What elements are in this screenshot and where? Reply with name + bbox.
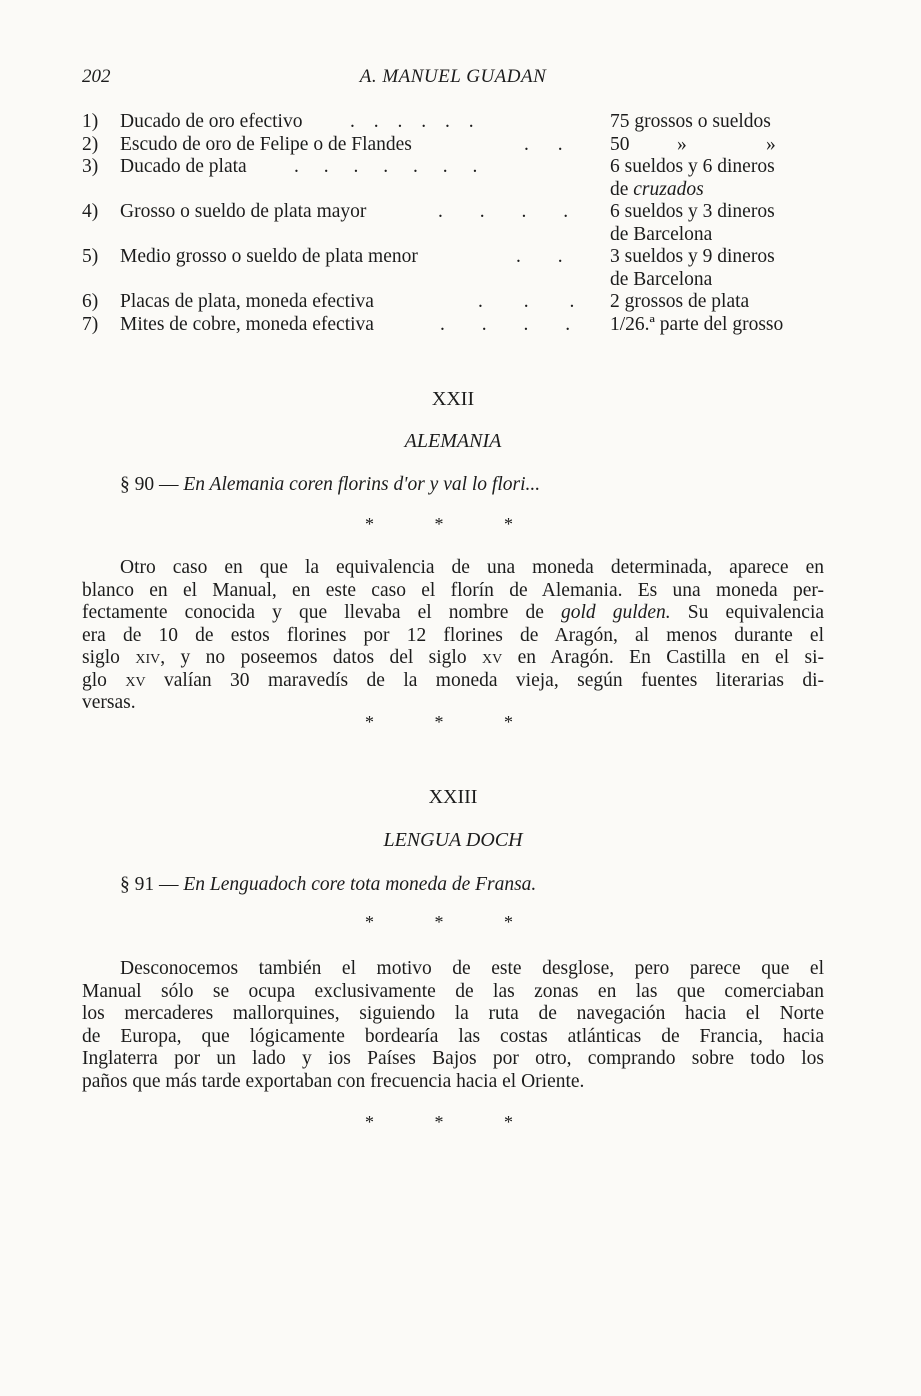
list-item-continuation <box>82 179 826 202</box>
separator-stars: * * * <box>365 912 541 932</box>
ditto-mark: » <box>677 133 687 155</box>
text-line: glo xv valían 30 maravedís de la moneda vieja, según fuentes literarias di- <box>82 669 825 691</box>
page-number: 202 <box>82 66 111 87</box>
separator-stars: * * * <box>365 514 541 534</box>
text-line: Manual sólo se ocupa exclusivamente de las zonas en las que comerciaban <box>82 980 824 1002</box>
item-number: 5) <box>82 246 99 267</box>
item-name: Grosso o sueldo de plata mayor <box>120 201 367 222</box>
leader-dots: . . . . . . <box>350 111 481 132</box>
item-name: Escudo de oro de Felipe o de Flandes <box>120 133 412 155</box>
list-item <box>82 201 826 224</box>
list-item <box>82 111 826 134</box>
item-name: Ducado de plata <box>120 156 247 177</box>
text-line: Desconocemos también el motivo de este desglose, pero parece que el <box>120 958 824 979</box>
item-value: 75 grossos o sueldos <box>610 111 771 132</box>
leader-dots: . . <box>524 133 575 155</box>
century-numeral: xv <box>125 669 146 691</box>
item-value: de Barcelona <box>610 268 713 290</box>
text-line: Inglaterra por un lado y ios Países Bajos por otro, comprando sobre todo los <box>82 1048 824 1069</box>
text-line: fectamente conocida y que llevaba el nombre de gold gulden. Su equivalencia <box>82 602 825 623</box>
leader-dots: . . . . <box>438 201 585 222</box>
ditto-mark: » <box>766 133 776 155</box>
section-title: LENGUA DOCH <box>383 829 523 851</box>
section-numeral: XXII <box>431 388 475 410</box>
list-item <box>82 156 826 179</box>
item-value: de Barcelona <box>610 223 713 245</box>
item-name: Mites de cobre, moneda efectiva <box>120 313 374 335</box>
page-header <box>82 66 824 92</box>
section-reference <box>120 874 536 896</box>
separator-stars: * * * <box>365 712 541 732</box>
body-paragraph <box>82 557 824 715</box>
item-value-italic: cruzados <box>633 178 704 200</box>
item-number: 6) <box>82 291 99 312</box>
item-value: 50 <box>610 133 630 155</box>
item-value: 2 grossos de plata <box>610 291 750 312</box>
coin-equivalence-list <box>82 111 826 336</box>
list-item <box>82 134 826 157</box>
text-line: versas. <box>82 692 136 713</box>
paragraph-ref: § 90 — <box>120 474 179 495</box>
item-name: Placas de plata, moneda efectiva <box>120 291 374 312</box>
text-line: de Europa, que lógicamente bordearía las costas atlánticas de Francia, hacia <box>82 1025 824 1047</box>
text-line: los mercaderes mallorquines, siguiendo la ruta de navegación hacia el Norte <box>82 1003 824 1024</box>
section-numeral: XXIII <box>428 786 478 808</box>
text-line: paños que más tarde exportaban con frecuencia hacia el Oriente. <box>82 1070 585 1092</box>
leader-dots: . . . . <box>440 313 587 335</box>
running-title: A. MANUEL GUADAN <box>359 66 547 87</box>
section-reference <box>120 474 540 496</box>
list-item <box>82 291 826 314</box>
leader-dots: . . <box>516 246 579 267</box>
manual-quote: En Alemania coren florins d'or y val lo flori... <box>183 474 541 495</box>
item-name: Medio grosso o sueldo de plata menor <box>120 246 418 267</box>
section-title: ALEMANIA <box>404 430 502 452</box>
item-value: de <box>610 178 629 200</box>
century-numeral: xv <box>482 647 503 668</box>
list-item <box>82 314 826 337</box>
text-line: blanco en el Manual, en este caso el florín de Alemania. Es una moneda per- <box>82 579 824 601</box>
item-value: 6 sueldos y 6 dineros <box>610 156 775 177</box>
item-value: 6 sueldos y 3 dineros <box>610 201 775 222</box>
list-item <box>82 246 826 269</box>
item-number: 3) <box>82 156 99 177</box>
text-line: siglo xiv, y no poseemos datos del siglo xv en Aragón. En Castilla en el si- <box>82 647 824 668</box>
century-numeral: xiv <box>135 647 161 668</box>
text-line: era de 10 de estos florines por 12 florines de Aragón, al menos durante el <box>82 624 824 646</box>
body-paragraph <box>82 958 824 1093</box>
manual-quote: En Lenguadoch core tota moneda de Fransa. <box>183 874 537 895</box>
italic-term: gold gulden. <box>560 602 671 623</box>
item-number: 4) <box>82 201 99 222</box>
item-value: 1/26.ª parte del grosso <box>610 313 784 335</box>
item-value: 3 sueldos y 9 dineros <box>610 246 775 267</box>
list-item-continuation <box>82 269 826 292</box>
item-number: 7) <box>82 313 99 335</box>
item-name: Ducado de oro efectivo <box>120 111 303 132</box>
paragraph-ref: § 91 — <box>120 874 179 895</box>
text-line: Otro caso en que la equivalencia de una moneda determinada, aparece en <box>120 557 824 578</box>
leader-dots: . . . . . . . <box>294 156 488 177</box>
separator-stars: * * * <box>365 1112 541 1132</box>
item-number: 1) <box>82 111 99 132</box>
leader-dots: . . . <box>478 291 593 312</box>
list-item-continuation <box>82 224 826 247</box>
item-number: 2) <box>82 133 99 155</box>
